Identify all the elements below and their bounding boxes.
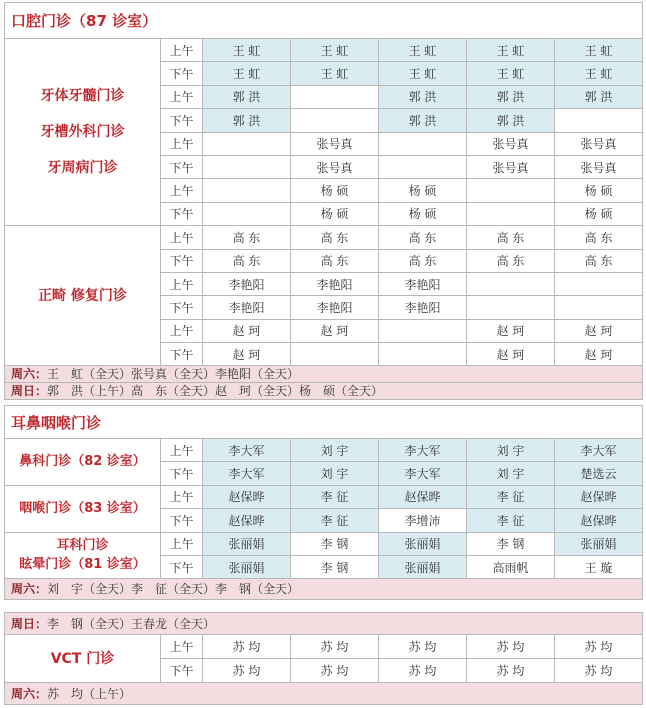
- doctor-cell: 李大军: [203, 439, 291, 462]
- doctor-cell: 张号真: [555, 155, 643, 178]
- doctor-cell: [291, 343, 379, 366]
- doctor-cell: 赵保晔: [203, 509, 291, 532]
- doctor-cell: [291, 109, 379, 132]
- doctor-cell: 刘 宇: [291, 462, 379, 485]
- period-cell: 下午: [161, 509, 203, 532]
- note-row: [5, 383, 643, 400]
- doctor-cell: 杨 硕: [379, 179, 467, 202]
- schedule-row: [5, 485, 643, 508]
- doctor-cell: 王 璇: [555, 555, 643, 578]
- department-cell: [5, 439, 161, 486]
- note-row: [5, 366, 643, 383]
- doctor-cell: 高 东: [467, 226, 555, 249]
- doctor-cell: 张号真: [291, 155, 379, 178]
- note-text: 王 虹（全天）张号真（全天）李艳阳（全天）: [47, 367, 300, 382]
- doctor-cell: 张号真: [467, 155, 555, 178]
- doctor-cell: [467, 179, 555, 202]
- note-text: 苏 均（上午）: [47, 686, 132, 701]
- period-cell: 上午: [161, 439, 203, 462]
- period-cell: 下午: [161, 555, 203, 578]
- note-text: 李 钢（全天）王春龙（全天）: [47, 616, 216, 631]
- section-title: 耳鼻咽喉门诊: [5, 406, 643, 439]
- note-label: 周日：: [11, 384, 48, 399]
- department-cell: [5, 532, 161, 579]
- doctor-cell: 郭 洪: [555, 85, 643, 108]
- doctor-cell: 楚选云: [555, 462, 643, 485]
- doctor-cell: 李 征: [291, 485, 379, 508]
- doctor-cell: 杨 硕: [291, 202, 379, 225]
- doctor-cell: [379, 319, 467, 342]
- doctor-cell: [379, 155, 467, 178]
- doctor-cell: [291, 85, 379, 108]
- doctor-cell: 刘 宇: [291, 439, 379, 462]
- doctor-cell: 王 虹: [203, 62, 291, 85]
- doctor-cell: 杨 硕: [291, 179, 379, 202]
- period-cell: 上午: [161, 39, 203, 62]
- doctor-cell: 王 虹: [555, 39, 643, 62]
- note-label: 周六：: [11, 582, 48, 597]
- department-cell: [5, 39, 161, 226]
- period-cell: 下午: [161, 62, 203, 85]
- doctor-cell: 郭 洪: [203, 109, 291, 132]
- doctor-cell: 李艳阳: [379, 296, 467, 319]
- doctor-cell: 高 东: [291, 249, 379, 272]
- doctor-cell: [555, 109, 643, 132]
- doctor-cell: 李大军: [203, 462, 291, 485]
- doctor-cell: 李 征: [467, 509, 555, 532]
- doctor-cell: 高 东: [291, 226, 379, 249]
- doctor-cell: [555, 272, 643, 295]
- doctor-cell: 郭 洪: [467, 109, 555, 132]
- weekend-note: [5, 383, 643, 400]
- doctor-cell: 李艳阳: [379, 272, 467, 295]
- doctor-cell: 张丽娟: [203, 532, 291, 555]
- oral-schedule-table: [4, 2, 643, 400]
- doctor-cell: 苏 均: [555, 659, 643, 683]
- doctor-cell: 王 虹: [555, 62, 643, 85]
- note-label: 周六：: [11, 686, 48, 701]
- department-name: 牙槽外科门诊: [40, 124, 125, 141]
- department-name: 牙周病门诊: [47, 160, 118, 177]
- period-cell: 上午: [161, 272, 203, 295]
- doctor-cell: 赵 珂: [467, 319, 555, 342]
- doctor-cell: 王 虹: [379, 62, 467, 85]
- doctor-cell: 李艳阳: [291, 296, 379, 319]
- section-title-row: [5, 3, 643, 39]
- doctor-cell: 王 虹: [467, 39, 555, 62]
- doctor-cell: 王 虹: [467, 62, 555, 85]
- schedule-row: [5, 439, 643, 462]
- doctor-cell: 苏 均: [203, 635, 291, 659]
- ent-schedule-table: [4, 405, 643, 600]
- doctor-cell: 苏 均: [203, 659, 291, 683]
- doctor-cell: 苏 均: [467, 635, 555, 659]
- doctor-cell: 郭 洪: [379, 109, 467, 132]
- doctor-cell: 李大军: [555, 439, 643, 462]
- doctor-cell: 苏 均: [291, 635, 379, 659]
- doctor-cell: 赵 珂: [203, 319, 291, 342]
- doctor-cell: 赵保晔: [379, 485, 467, 508]
- doctor-cell: 高 东: [555, 226, 643, 249]
- department-name: 咽喉门诊（83 诊室）: [19, 501, 146, 517]
- doctor-cell: 赵 珂: [555, 319, 643, 342]
- note-label: 周日：: [11, 616, 48, 631]
- doctor-cell: [555, 296, 643, 319]
- doctor-cell: 刘 宇: [467, 462, 555, 485]
- doctor-cell: 王 虹: [291, 62, 379, 85]
- doctor-cell: [467, 202, 555, 225]
- section-title: 口腔门诊（87 诊室）: [5, 3, 643, 39]
- doctor-cell: 李增沛: [379, 509, 467, 532]
- doctor-cell: 赵 珂: [291, 319, 379, 342]
- doctor-cell: 高 东: [203, 249, 291, 272]
- doctor-cell: 刘 宇: [467, 439, 555, 462]
- doctor-cell: 高 东: [379, 226, 467, 249]
- doctor-cell: 苏 均: [379, 659, 467, 683]
- period-cell: 下午: [161, 296, 203, 319]
- doctor-cell: 郭 洪: [203, 85, 291, 108]
- doctor-cell: [379, 132, 467, 155]
- doctor-cell: [203, 132, 291, 155]
- doctor-cell: 高 东: [467, 249, 555, 272]
- doctor-cell: 张号真: [555, 132, 643, 155]
- doctor-cell: 赵保晔: [203, 485, 291, 508]
- doctor-cell: 杨 硕: [555, 179, 643, 202]
- period-cell: 上午: [161, 319, 203, 342]
- department-name: 眩晕门诊（81 诊室）: [19, 557, 146, 573]
- note-row: [5, 683, 643, 705]
- weekend-note: [5, 366, 643, 383]
- doctor-cell: 高 东: [555, 249, 643, 272]
- doctor-cell: 王 虹: [379, 39, 467, 62]
- department-name: 牙体牙髓门诊: [40, 88, 125, 105]
- period-cell: 下午: [161, 343, 203, 366]
- period-cell: 上午: [161, 226, 203, 249]
- department-cell: [5, 485, 161, 532]
- period-cell: 下午: [161, 155, 203, 178]
- doctor-cell: [203, 202, 291, 225]
- schedule-row: [5, 635, 643, 659]
- doctor-cell: 李 钢: [467, 532, 555, 555]
- doctor-cell: 张丽娟: [379, 532, 467, 555]
- schedule-row: [5, 39, 643, 62]
- doctor-cell: 李大军: [379, 439, 467, 462]
- note-row: [5, 579, 643, 600]
- doctor-cell: [467, 296, 555, 319]
- department-cell: [5, 226, 161, 366]
- doctor-cell: [467, 272, 555, 295]
- vct-schedule-table: [4, 612, 643, 705]
- period-cell: 下午: [161, 202, 203, 225]
- doctor-cell: 李艳阳: [291, 272, 379, 295]
- doctor-cell: 张号真: [467, 132, 555, 155]
- period-cell: 上午: [161, 532, 203, 555]
- doctor-cell: 赵保晔: [555, 509, 643, 532]
- doctor-cell: 张丽娟: [555, 532, 643, 555]
- doctor-cell: 王 虹: [203, 39, 291, 62]
- doctor-cell: 赵 珂: [555, 343, 643, 366]
- doctor-cell: 李 征: [467, 485, 555, 508]
- department-name: 鼻科门诊（82 诊室）: [19, 454, 146, 470]
- doctor-cell: 苏 均: [555, 635, 643, 659]
- doctor-cell: 李 征: [291, 509, 379, 532]
- period-cell: 下午: [161, 249, 203, 272]
- schedule-row: [5, 226, 643, 249]
- period-cell: 下午: [161, 659, 203, 683]
- period-cell: 下午: [161, 462, 203, 485]
- schedule-row: [5, 532, 643, 555]
- note-text: 刘 宇（全天）李 征（全天）李 钢（全天）: [47, 582, 300, 597]
- weekend-note: [5, 683, 643, 705]
- doctor-cell: [203, 155, 291, 178]
- doctor-cell: 苏 均: [291, 659, 379, 683]
- doctor-cell: 赵 珂: [467, 343, 555, 366]
- period-cell: 上午: [161, 485, 203, 508]
- doctor-cell: 王 虹: [291, 39, 379, 62]
- doctor-cell: 李 钢: [291, 555, 379, 578]
- period-cell: 上午: [161, 132, 203, 155]
- doctor-cell: 李大军: [379, 462, 467, 485]
- note-row: [5, 613, 643, 635]
- doctor-cell: 高雨帆: [467, 555, 555, 578]
- doctor-cell: 郭 洪: [467, 85, 555, 108]
- doctor-cell: [203, 179, 291, 202]
- doctor-cell: 李艳阳: [203, 296, 291, 319]
- note-text: 郭 洪（上午）高 东（全天）赵 珂（全天）杨 硕（全天）: [47, 384, 384, 399]
- doctor-cell: [379, 343, 467, 366]
- period-cell: 上午: [161, 179, 203, 202]
- doctor-cell: 杨 硕: [555, 202, 643, 225]
- note-label: 周六：: [11, 367, 48, 382]
- doctor-cell: 高 东: [203, 226, 291, 249]
- weekend-note: [5, 579, 643, 600]
- doctor-cell: 高 东: [379, 249, 467, 272]
- department-cell: [5, 635, 161, 683]
- period-cell: 下午: [161, 109, 203, 132]
- doctor-cell: 赵 珂: [203, 343, 291, 366]
- doctor-cell: 张丽娟: [203, 555, 291, 578]
- department-name: 正畸 修复门诊: [38, 287, 127, 304]
- department-name: 耳科门诊: [56, 538, 109, 554]
- section-title-row: [5, 406, 643, 439]
- period-cell: 上午: [161, 85, 203, 108]
- doctor-cell: 张号真: [291, 132, 379, 155]
- department-name: VCT 门诊: [50, 650, 115, 667]
- doctor-cell: 苏 均: [379, 635, 467, 659]
- doctor-cell: 李 钢: [291, 532, 379, 555]
- doctor-cell: 郭 洪: [379, 85, 467, 108]
- weekend-note: [5, 613, 643, 635]
- doctor-cell: 杨 硕: [379, 202, 467, 225]
- doctor-cell: 李艳阳: [203, 272, 291, 295]
- doctor-cell: 赵保晔: [555, 485, 643, 508]
- doctor-cell: 苏 均: [467, 659, 555, 683]
- period-cell: 上午: [161, 635, 203, 659]
- doctor-cell: 张丽娟: [379, 555, 467, 578]
